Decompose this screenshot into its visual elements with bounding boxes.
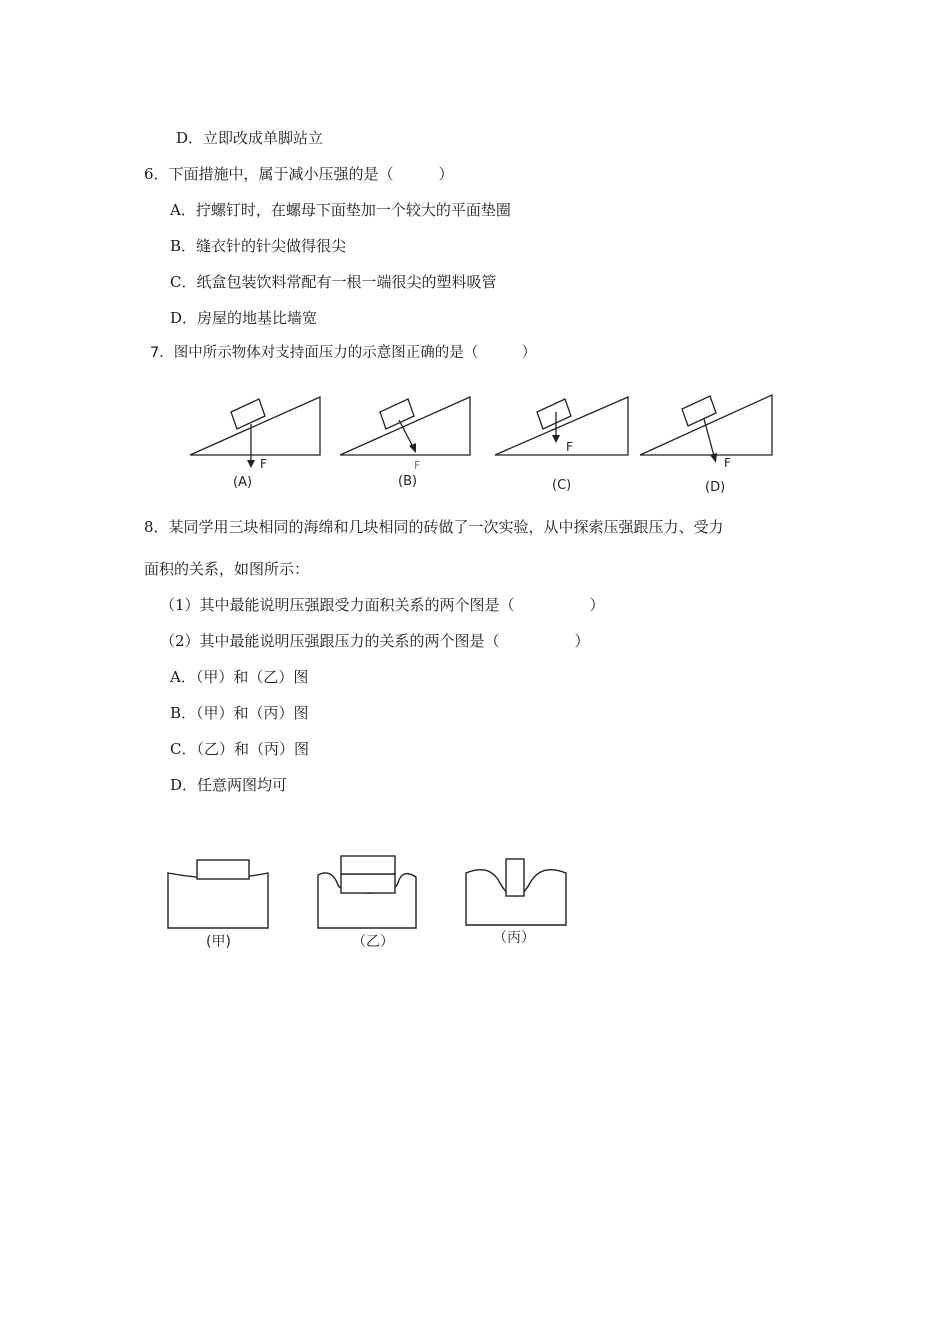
q6-option-d: D．房屋的地基比墙宽 [170, 309, 318, 327]
q8-option-b: B．（甲）和（丙）图 [170, 704, 309, 722]
q5-option-d: D．立即改成单脚站立 [176, 129, 324, 147]
q8-brick-yi-top [341, 856, 395, 874]
q7-force-label-b: F [414, 459, 421, 472]
q7-label-a: (A) [233, 475, 253, 490]
q8-sub1: （1）其中最能说明压强跟受力面积关系的两个图是（ ） [160, 596, 605, 614]
q6-option-a: A．拧螺钉时，在螺母下面垫加一个较大的平面垫圈 [170, 201, 511, 219]
q8-stem-line1: 8．某同学用三块相同的海绵和几块相同的砖做了一次实验，从中探索压强跟压力、受力 [144, 518, 724, 536]
q8-label-bing: （丙） [493, 930, 535, 946]
q8-option-d: D．任意两图均可 [170, 776, 288, 794]
q8-brick-bing [506, 859, 524, 896]
q6-stem: 6．下面措施中，属于减小压强的是（ ） [144, 165, 454, 183]
q6-option-b: B．缝衣针的针尖做得很尖 [170, 237, 347, 255]
q8-sub2: （2）其中最能说明压强跟压力的关系的两个图是（ ） [160, 632, 590, 650]
q8-label-jia: (甲) [206, 934, 231, 950]
q8-diagram-bing [466, 859, 566, 946]
q8-option-a: A．（甲）和（乙）图 [170, 668, 309, 686]
q7-label-d: (D) [705, 480, 726, 495]
q6-option-c: C．纸盒包装饮料常配有一根一端很尖的塑料吸管 [170, 273, 497, 291]
q8-stem-line2: 面积的关系，如图所示： [144, 560, 310, 578]
q8-brick-jia [197, 860, 249, 879]
q8-diagram-jia [168, 860, 268, 950]
q7-stem: 7．图中所示物体对支持面压力的示意图正确的是（ ） [150, 345, 537, 361]
q7-label-b: (B) [398, 474, 418, 489]
q8-option-c: C．（乙）和（丙）图 [170, 740, 309, 758]
q8-label-yi: （乙） [352, 934, 394, 950]
q8-diagram-yi [318, 856, 416, 950]
q7-force-label-a: F [260, 457, 267, 471]
q7-force-label-d: F [724, 456, 731, 470]
q8-brick-yi-bottom [341, 874, 395, 893]
q7-label-c: (C) [552, 478, 572, 493]
q7-force-label-c: F [566, 440, 573, 454]
